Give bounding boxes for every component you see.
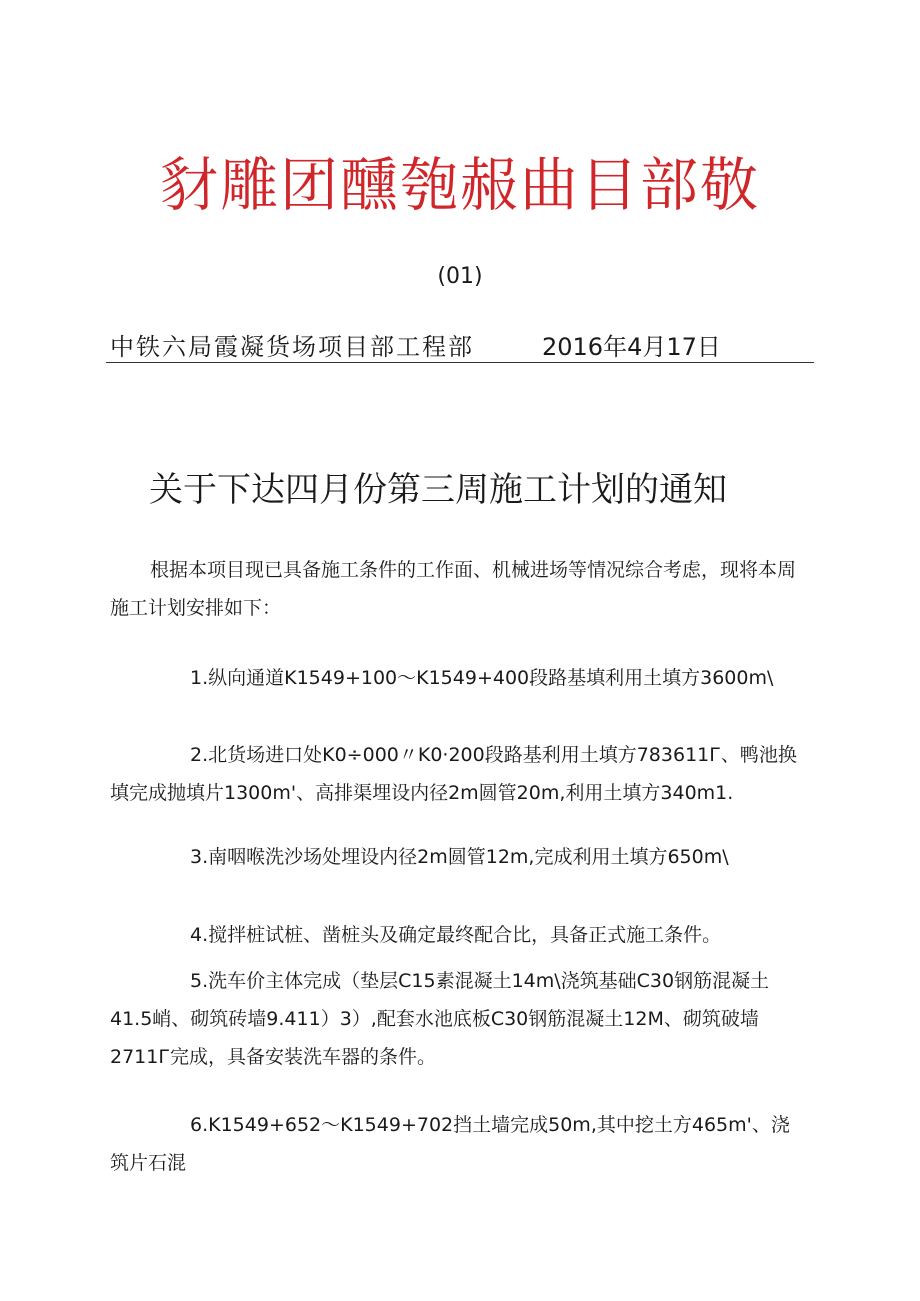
plan-item-3 — [110, 838, 800, 876]
item-text: .搅拌桩试桩、凿桩头及确定最终配合比，具备正式施工条件。 — [202, 924, 722, 946]
item-number: 4 — [190, 924, 203, 946]
plan-item-5 — [110, 962, 800, 1076]
item-text: .K1549+652～K1549+702挡土墙完成50m,其中挖土方465m'、浇筑片石混 — [110, 1114, 790, 1174]
item-text: .洗车价主体完成（垫层C15素混凝土14m\浇筑基础C30钢筋混凝土41.5峭、砌筑砖墙9.411）3）,配套水池底板C30钢筋混凝土12M、砌筑破墙2711Г完成，具备安装洗车器的条件。 — [110, 970, 770, 1068]
intro-paragraph: 根据本项目现已具备施工条件的工作面、机械进场等情况综合考虑，现将本周施工计划安排如下： — [110, 559, 797, 619]
issuer-line — [110, 330, 810, 364]
item-text: .北货场进口处K0÷000〃K0·200段路基利用土填方783611Г、鸭池换填完成抛填片1300m'、高排渠埋设内径2m圆管20m,利用土填方340m1. — [110, 744, 797, 804]
plan-item-1 — [110, 659, 800, 697]
item-number: 1 — [190, 667, 203, 689]
issue-number: (01) — [437, 264, 483, 289]
header-divider — [106, 362, 814, 363]
issue-date: 2016年4月17日 — [542, 333, 721, 361]
notice-title: 关于下达四月份第三周施工计划的通知 — [149, 470, 727, 510]
document-header-title: 豺雕团醺匏赧曲目部敬 — [159, 151, 760, 219]
plan-item-4 — [110, 916, 800, 954]
item-number: 2 — [190, 744, 203, 766]
item-number: 3 — [190, 846, 203, 868]
plan-item-6 — [110, 1106, 800, 1182]
item-number: 6 — [190, 1114, 203, 1136]
item-text: .纵向通道K1549+100～K1549+400段路基填利用土填方3600m\ — [202, 667, 774, 689]
item-text: .南咽喉洗沙场处埋设内径2m圆管12m,完成利用土填方650m\ — [202, 846, 729, 868]
issuer-department: 中铁六局霞凝货场项目部工程部 — [110, 333, 474, 361]
item-number: 5 — [190, 970, 203, 992]
plan-item-2 — [110, 736, 800, 812]
